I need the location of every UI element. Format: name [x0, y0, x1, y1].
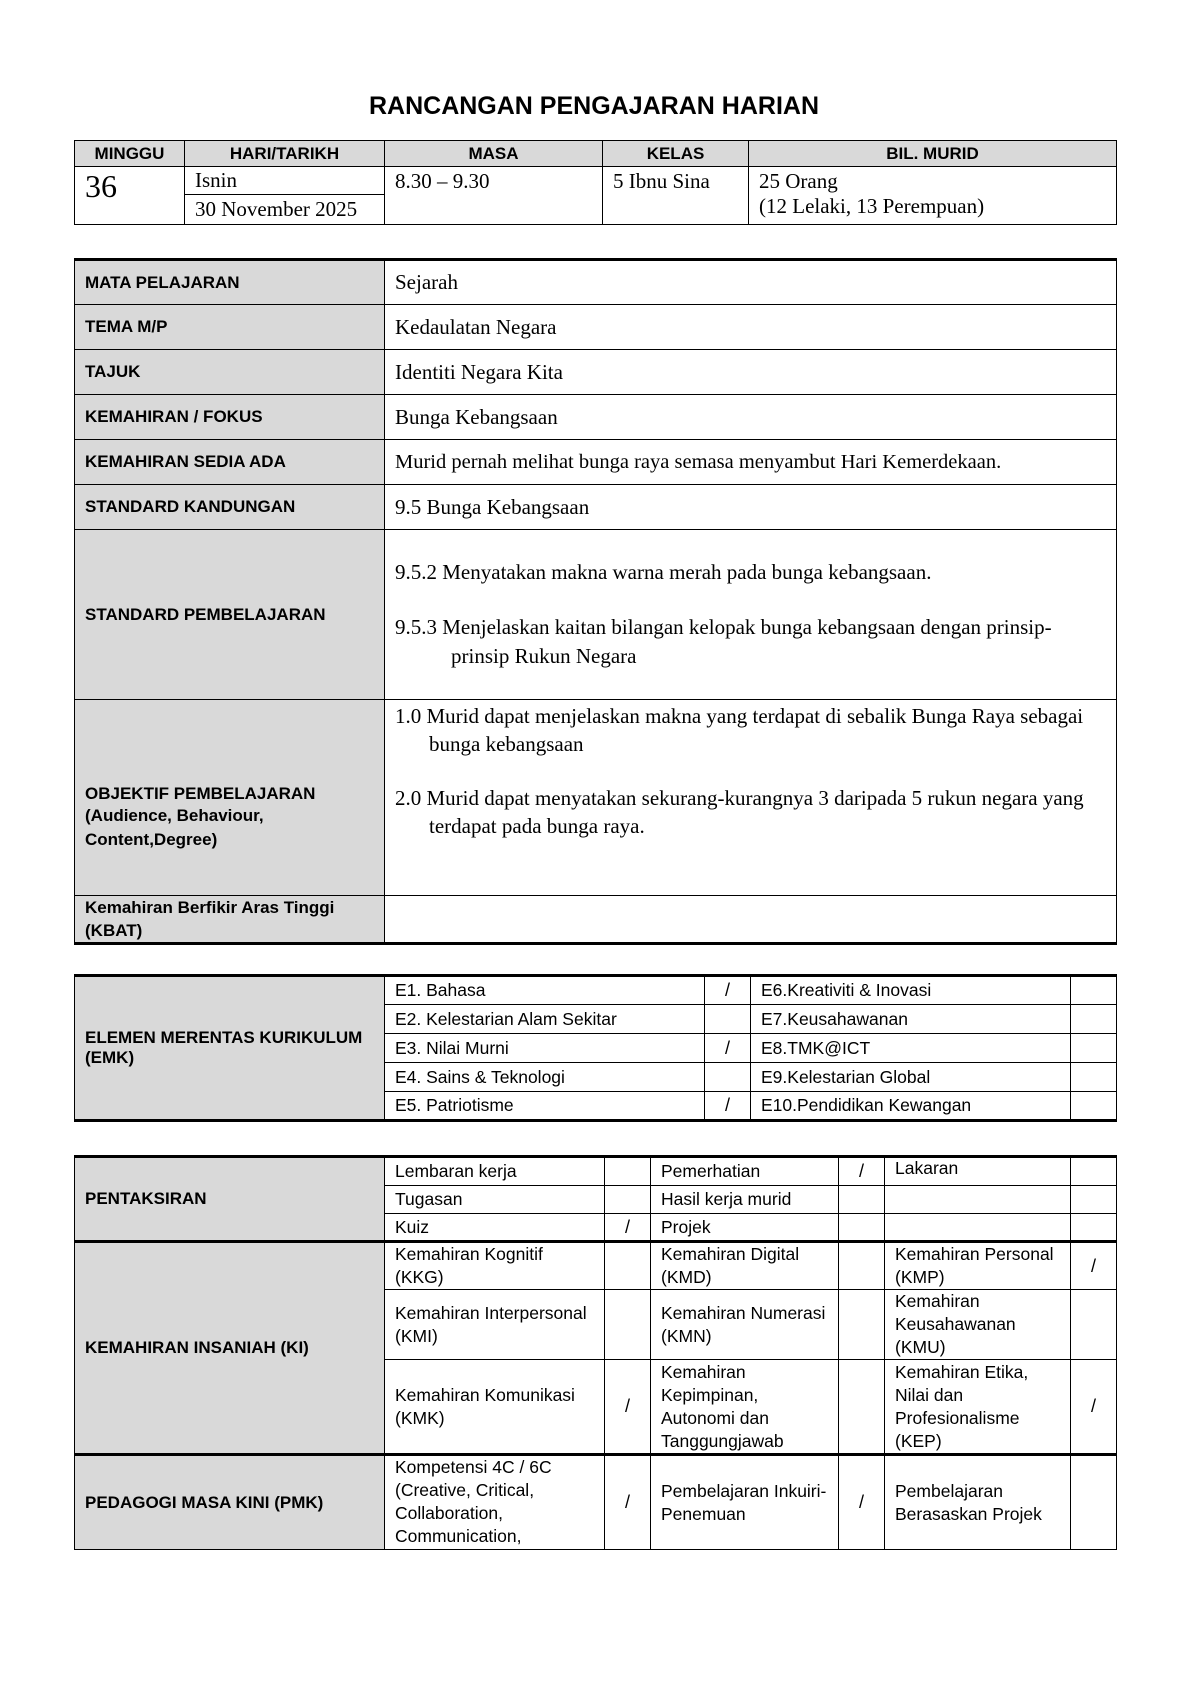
- ki-label: KEMAHIRAN INSANIAH (KI): [75, 1242, 385, 1455]
- emk-item: E10.Pendidikan Kewangan: [751, 1092, 1071, 1121]
- objektif-label: [75, 700, 385, 896]
- pentaksiran-mark: [1071, 1186, 1117, 1214]
- standard-pembelajaran-label: STANDARD PEMBELAJARAN: [75, 530, 385, 700]
- pmk-label: PEDAGOGI MASA KINI (PMK): [75, 1455, 385, 1550]
- masa-value: 8.30 – 9.30: [385, 167, 603, 225]
- ki-mark: [839, 1360, 885, 1455]
- kelas-value: 5 Ibnu Sina: [603, 167, 749, 225]
- tema-label: TEMA M/P: [75, 305, 385, 350]
- tema-value: Kedaulatan Negara: [385, 305, 1117, 350]
- pmk-item: Pembelajaran Berasaskan Projek: [885, 1455, 1071, 1550]
- details-table: [74, 258, 1117, 945]
- emk-label: ELEMEN MERENTAS KURIKULUM (EMK): [75, 976, 385, 1121]
- sedia-ada-value: Murid pernah melihat bunga raya semasa menyambut Hari Kemerdekaan.: [385, 440, 1117, 485]
- emk-item: E1. Bahasa: [385, 976, 705, 1005]
- pentaksiran-item: Lakaran: [885, 1157, 1071, 1186]
- standard-pembelajaran-item: 9.5.3 Menjelaskan kaitan bilangan kelopak bunga kebangsaan dengan prinsip-prinsip Rukun Negara: [395, 615, 1052, 668]
- assessment-table: [74, 1155, 1117, 1550]
- minggu-value: 36: [75, 167, 185, 225]
- emk-mark: [1071, 1092, 1117, 1121]
- emk-mark: [1071, 1034, 1117, 1063]
- pmk-mark: /: [839, 1455, 885, 1550]
- standard-pembelajaran-value: [385, 530, 1117, 700]
- pentaksiran-item: Projek: [651, 1214, 839, 1242]
- ki-mark: /: [1071, 1360, 1117, 1455]
- objektif-value: [385, 700, 1117, 896]
- pentaksiran-item: [885, 1186, 1071, 1214]
- masa-header: MASA: [385, 141, 603, 167]
- pentaksiran-item: Lembaran kerja: [385, 1157, 605, 1186]
- ki-item: Kemahiran Keusahawanan (KMU): [885, 1290, 1071, 1360]
- pentaksiran-mark: /: [839, 1157, 885, 1186]
- pentaksiran-mark: [1071, 1157, 1117, 1186]
- emk-mark: /: [705, 1034, 751, 1063]
- page-title: RANCANGAN PENGAJARAN HARIAN: [368, 92, 819, 120]
- pentaksiran-item: Hasil kerja murid: [651, 1186, 839, 1214]
- emk-mark: [1071, 1063, 1117, 1092]
- pentaksiran-mark: [839, 1186, 885, 1214]
- mata-pelajaran-label: MATA PELAJARAN: [75, 260, 385, 305]
- pentaksiran-mark: /: [605, 1214, 651, 1242]
- pentaksiran-mark: [839, 1214, 885, 1242]
- emk-table: [74, 974, 1117, 1122]
- emk-mark: /: [705, 976, 751, 1005]
- emk-item: E2. Kelestarian Alam Sekitar: [385, 1005, 705, 1034]
- emk-mark: [1071, 1005, 1117, 1034]
- ki-item: Kemahiran Kepimpinan, Autonomi dan Tanggungjawab: [651, 1360, 839, 1455]
- fokus-label: KEMAHIRAN / FOKUS: [75, 395, 385, 440]
- standard-pembelajaran-item: 9.5.2 Menyatakan makna warna merah pada bunga kebangsaan.: [395, 560, 932, 584]
- kbat-label: Kemahiran Berfikir Aras Tinggi (KBAT): [75, 896, 385, 944]
- pmk-mark: [1071, 1455, 1117, 1550]
- emk-item: E4. Sains & Teknologi: [385, 1063, 705, 1092]
- pentaksiran-item: Pemerhatian: [651, 1157, 839, 1186]
- pentaksiran-mark: [605, 1186, 651, 1214]
- header-table: [74, 140, 1117, 225]
- ki-item: Kemahiran Digital (KMD): [651, 1242, 839, 1290]
- emk-item: E8.TMK@ICT: [751, 1034, 1071, 1063]
- tajuk-label: TAJUK: [75, 350, 385, 395]
- pentaksiran-mark: [605, 1157, 651, 1186]
- pentaksiran-item: Tugasan: [385, 1186, 605, 1214]
- hari-value: Isnin: [185, 167, 385, 195]
- emk-item: E7.Keusahawanan: [751, 1005, 1071, 1034]
- hari-header: HARI/TARIKH: [185, 141, 385, 167]
- emk-item: E5. Patriotisme: [385, 1092, 705, 1121]
- ki-mark: [605, 1290, 651, 1360]
- standard-kandungan-label: STANDARD KANDUNGAN: [75, 485, 385, 530]
- ki-mark: /: [605, 1360, 651, 1455]
- objektif-title: OBJEKTIF PEMBELAJARAN: [85, 783, 316, 803]
- ki-mark: [1071, 1290, 1117, 1360]
- bil-murid-count: 25 Orang: [759, 169, 838, 193]
- bil-murid-value: [749, 167, 1117, 225]
- emk-item: E9.Kelestarian Global: [751, 1063, 1071, 1092]
- pentaksiran-mark: [1071, 1214, 1117, 1242]
- pentaksiran-item: [885, 1214, 1071, 1242]
- emk-item: E3. Nilai Murni: [385, 1034, 705, 1063]
- ki-mark: [839, 1242, 885, 1290]
- emk-mark: [705, 1063, 751, 1092]
- pmk-item: Pembelajaran Inkuiri-Penemuan: [651, 1455, 839, 1550]
- emk-mark: /: [705, 1092, 751, 1121]
- emk-mark: [1071, 976, 1117, 1005]
- ki-item: Kemahiran Etika, Nilai dan Profesionalisme (KEP): [885, 1360, 1071, 1455]
- ki-item: Kemahiran Komunikasi (KMK): [385, 1360, 605, 1455]
- pmk-mark: /: [605, 1455, 651, 1550]
- objektif-item: 2.0 Murid dapat menyatakan sekurang-kurangnya 3 daripada 5 rukun negara yang terdapat pada bunga raya.: [395, 786, 1084, 838]
- ki-mark: [605, 1242, 651, 1290]
- fokus-value: Bunga Kebangsaan: [385, 395, 1117, 440]
- kbat-value: [385, 896, 1117, 944]
- sedia-ada-label: KEMAHIRAN SEDIA ADA: [75, 440, 385, 485]
- ki-item: Kemahiran Interpersonal (KMI): [385, 1290, 605, 1360]
- ki-item: Kemahiran Kognitif (KKG): [385, 1242, 605, 1290]
- ki-mark: /: [1071, 1242, 1117, 1290]
- objektif-subtitle: (Audience, Behaviour, Content,Degree): [85, 805, 264, 849]
- pmk-item: Kompetensi 4C / 6C (Creative, Critical, Collaboration, Communication,: [385, 1455, 605, 1550]
- emk-mark: [705, 1005, 751, 1034]
- pentaksiran-label: PENTAKSIRAN: [75, 1157, 385, 1242]
- ki-item: Kemahiran Personal (KMP): [885, 1242, 1071, 1290]
- ki-mark: [839, 1290, 885, 1360]
- minggu-header: MINGGU: [75, 141, 185, 167]
- ki-item: Kemahiran Numerasi (KMN): [651, 1290, 839, 1360]
- pentaksiran-item: Kuiz: [385, 1214, 605, 1242]
- bil-murid-header: BIL. MURID: [749, 141, 1117, 167]
- tajuk-value: Identiti Negara Kita: [385, 350, 1117, 395]
- emk-item: E6.Kreativiti & Inovasi: [751, 976, 1071, 1005]
- bil-murid-detail: (12 Lelaki, 13 Perempuan): [759, 194, 985, 218]
- mata-pelajaran-value: Sejarah: [385, 260, 1117, 305]
- tarikh-value: 30 November 2025: [185, 195, 385, 225]
- objektif-item: 1.0 Murid dapat menjelaskan makna yang terdapat di sebalik Bunga Raya sebagai bunga kebangsaan: [395, 704, 1084, 756]
- kelas-header: KELAS: [603, 141, 749, 167]
- standard-kandungan-value: 9.5 Bunga Kebangsaan: [385, 485, 1117, 530]
